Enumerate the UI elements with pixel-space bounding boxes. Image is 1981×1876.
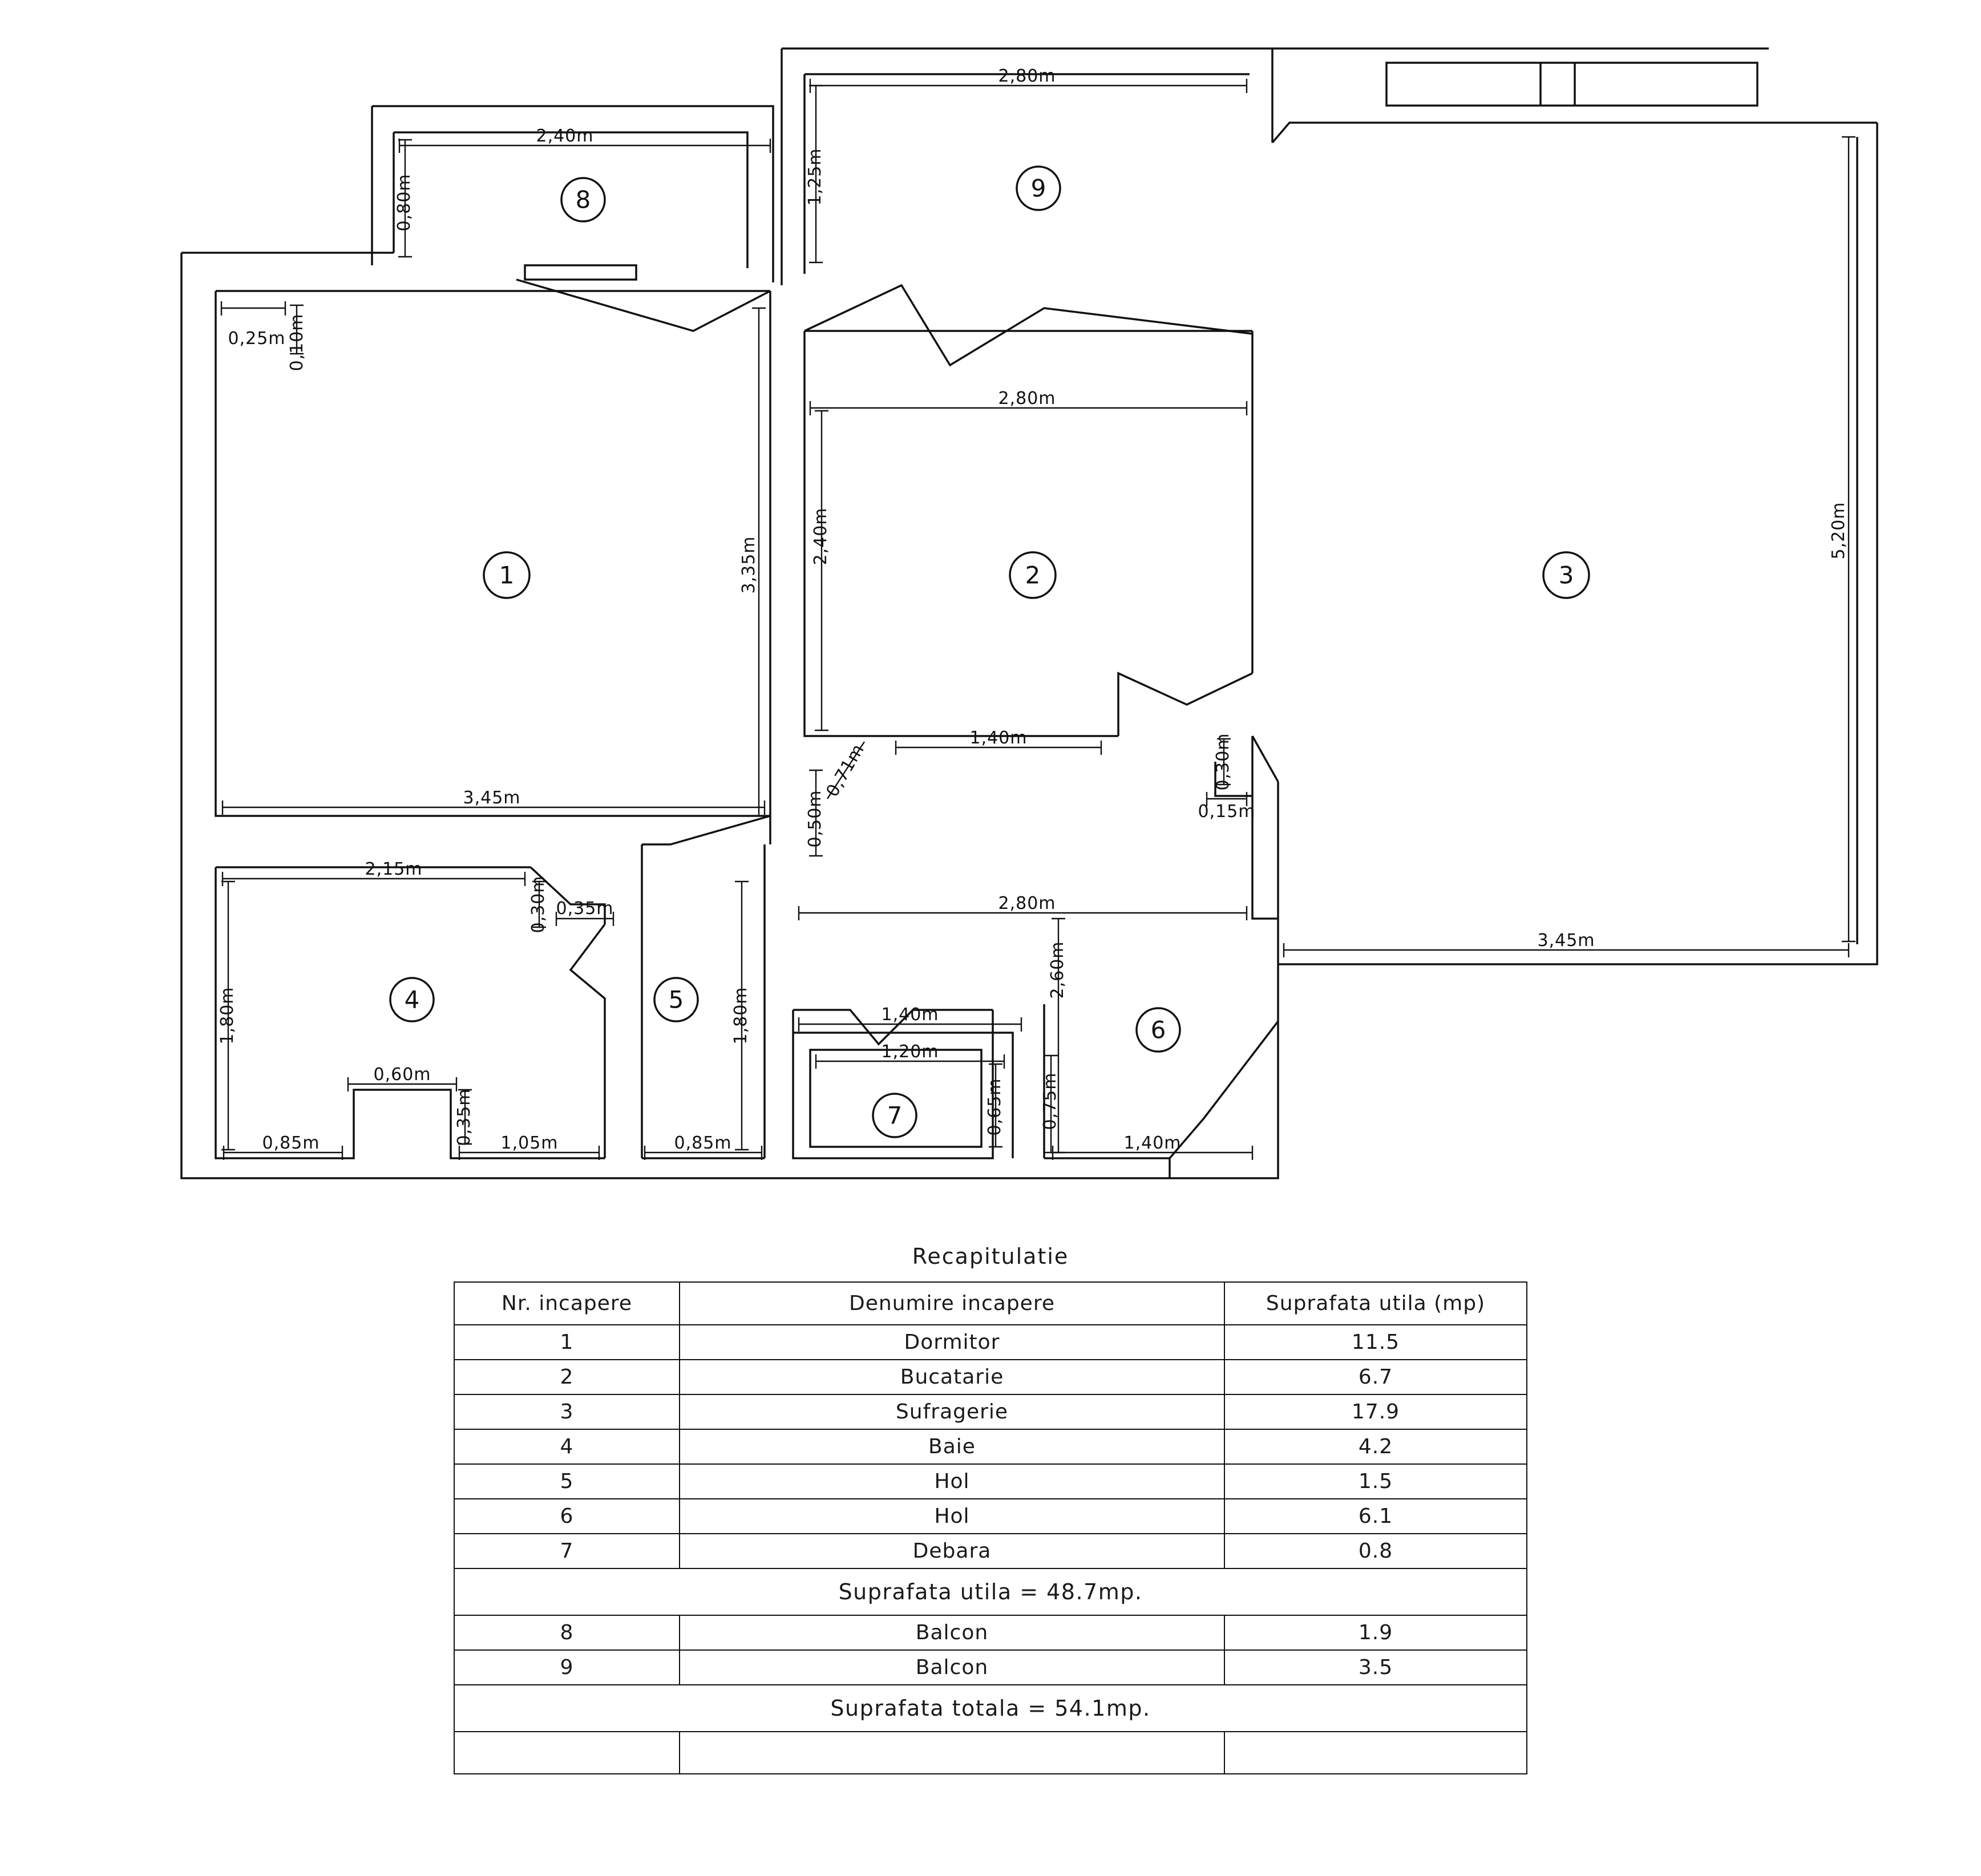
cell-area: 3.5	[1224, 1650, 1527, 1685]
dim-1_20-debara: 1,20m	[881, 1042, 939, 1062]
dim-3_45-room1-bottom: 3,45m	[463, 788, 521, 808]
cell-area: 0.8	[1224, 1534, 1527, 1568]
dim-2_60-hol6-right: 2,60m	[1048, 941, 1068, 999]
dim-0_75-hol6: 0,75m	[1040, 1072, 1060, 1130]
dim-0_71-hall: 0,71m	[822, 740, 869, 800]
cell-area: 1.9	[1224, 1615, 1527, 1650]
column-header-nr: Nr. incapere	[454, 1282, 680, 1325]
dim-0_35-bath: 0,35m	[556, 899, 614, 919]
cell-area: 6.1	[1224, 1499, 1527, 1534]
dim-2_80-hol6-top: 2,80m	[998, 893, 1056, 913]
total-text: Suprafata totala = 54.1mp.	[454, 1685, 1527, 1732]
dim-0_10-room1: 0,10m	[287, 313, 307, 371]
table-row	[454, 1360, 1527, 1394]
table-row	[454, 1615, 1527, 1650]
cell-name: Baie	[680, 1429, 1224, 1464]
dim-2_80-balcony9: 2,80m	[998, 66, 1056, 86]
dim-0_85-hol5-bottom: 0,85m	[674, 1133, 732, 1153]
cell-blank-area	[1224, 1732, 1527, 1774]
dim-1_40-hall: 1,40m	[969, 728, 1028, 748]
dim-0_35-bath-b: 0,35m	[454, 1088, 474, 1146]
dim-0_80-balcony8: 0,80m	[394, 173, 414, 232]
total-row	[454, 1685, 1527, 1732]
room-number-6: 6	[1150, 1016, 1166, 1044]
table-row	[454, 1325, 1527, 1360]
subtotal-text: Suprafata utila = 48.7mp.	[454, 1568, 1527, 1615]
cell-blank-name	[680, 1732, 1224, 1774]
cell-name: Sufragerie	[680, 1394, 1224, 1429]
cell-name: Hol	[680, 1464, 1224, 1499]
dim-1_80-bath-left: 1,80m	[217, 986, 237, 1045]
dim-0_50-hall: 0,50m	[805, 790, 825, 848]
dim-0_25-room1: 0,25m	[228, 329, 286, 349]
cell-blank-nr	[454, 1732, 680, 1774]
dim-1_40-debara-top: 1,40m	[881, 1005, 939, 1025]
dim-0_65-debara: 0,65m	[985, 1078, 1005, 1136]
cell-area: 6.7	[1224, 1360, 1527, 1394]
cell-nr: 7	[454, 1534, 680, 1568]
cell-area: 17.9	[1224, 1394, 1527, 1429]
cell-name: Debara	[680, 1534, 1224, 1568]
cell-name: Dormitor	[680, 1325, 1224, 1360]
cell-name: Balcon	[680, 1615, 1224, 1650]
cell-name: Bucatarie	[680, 1360, 1224, 1394]
room-number-7: 7	[887, 1101, 903, 1130]
cell-area: 1.5	[1224, 1464, 1527, 1499]
dim-0_85-bath-bottom: 0,85m	[262, 1133, 320, 1153]
dim-1_25-balcony9: 1,25m	[805, 148, 825, 206]
table-header-row	[454, 1282, 1527, 1325]
cell-area: 11.5	[1224, 1325, 1527, 1360]
dim-1_40-hol6-bottom: 1,40m	[1123, 1133, 1182, 1153]
room-number-9: 9	[1030, 174, 1046, 203]
dim-0_30-niche: 0,30m	[1213, 733, 1233, 791]
cell-nr: 8	[454, 1615, 680, 1650]
column-header-name: Denumire incapere	[680, 1282, 1224, 1325]
table-row	[454, 1499, 1527, 1534]
room-number-4: 4	[404, 985, 420, 1014]
column-header-area: Suprafata utila (mp)	[1224, 1282, 1527, 1325]
room-number-1: 1	[499, 561, 515, 589]
dim-1_05-bath-bottom: 1,05m	[500, 1133, 559, 1153]
dim-2_40-top-left: 2,40m	[536, 126, 594, 146]
cell-nr: 3	[454, 1394, 680, 1429]
dim-2_40-kitchen-left: 2,40m	[811, 507, 831, 565]
table-row	[454, 1394, 1527, 1429]
dim-5_20-living-right: 5,20m	[1829, 502, 1849, 560]
cell-nr: 6	[454, 1499, 680, 1534]
dim-3_35-room1-right: 3,35m	[739, 536, 759, 594]
cell-area: 4.2	[1224, 1429, 1527, 1464]
room-number-8: 8	[575, 185, 591, 214]
recap-table	[454, 1281, 1527, 1774]
table-row	[454, 1650, 1527, 1685]
room-number-5: 5	[668, 985, 684, 1014]
recap-section	[0, 1244, 1981, 1774]
cell-nr: 5	[454, 1464, 680, 1499]
table-row	[454, 1429, 1527, 1464]
cell-name: Balcon	[680, 1650, 1224, 1685]
room-number-3: 3	[1558, 561, 1574, 589]
cell-nr: 1	[454, 1325, 680, 1360]
table-row-blank	[454, 1732, 1527, 1774]
dim-0_30-bath: 0,30m	[528, 875, 548, 933]
table-row	[454, 1464, 1527, 1499]
dim-3_45-living-bottom: 3,45m	[1537, 931, 1595, 951]
dim-2_80-kitchen-top: 2,80m	[998, 389, 1056, 409]
dim-0_60-bath: 0,60m	[373, 1065, 431, 1085]
cell-nr: 4	[454, 1429, 680, 1464]
dim-0_15-niche: 0,15m	[1198, 802, 1256, 822]
room-number-2: 2	[1025, 561, 1041, 589]
cell-nr: 2	[454, 1360, 680, 1394]
subtotal-row	[454, 1568, 1527, 1615]
cell-name: Hol	[680, 1499, 1224, 1534]
recap-title: Recapitulatie	[912, 1244, 1069, 1269]
cell-nr: 9	[454, 1650, 680, 1685]
dim-1_80-hol5-left: 1,80m	[731, 986, 751, 1045]
dim-2_15-bath-top: 2,15m	[365, 859, 423, 879]
table-row	[454, 1534, 1527, 1568]
